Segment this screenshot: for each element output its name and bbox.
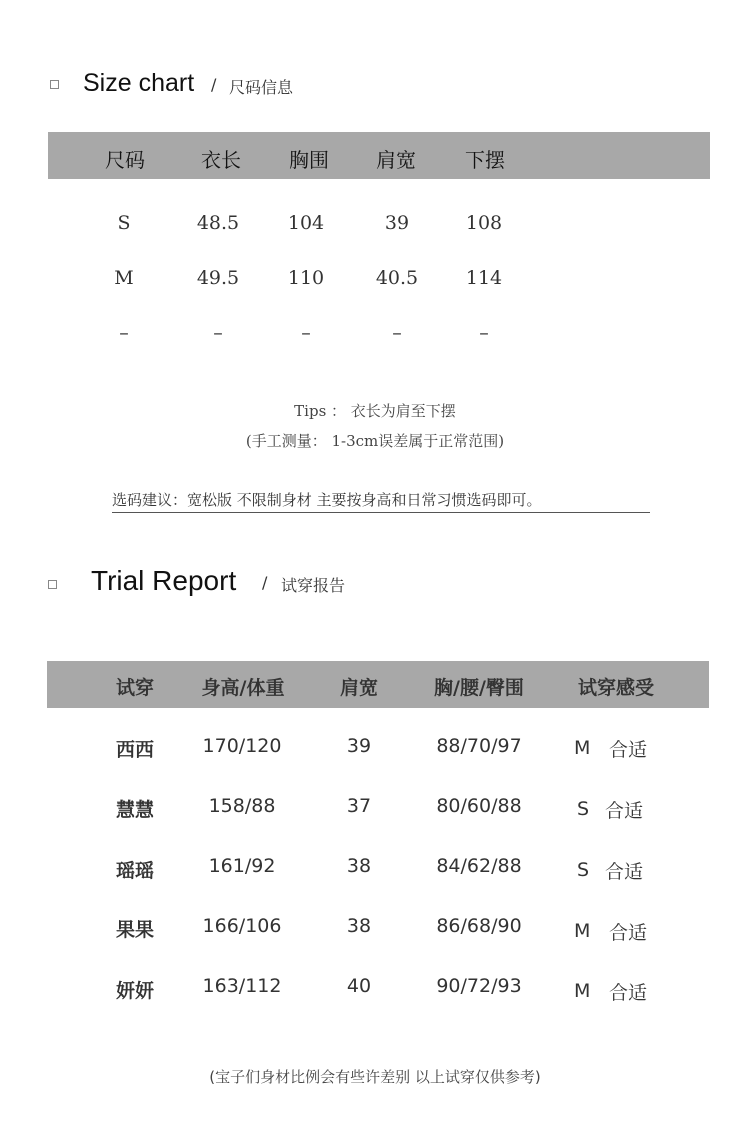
size-cell: 110 bbox=[287, 267, 325, 289]
trial-feel: 合适 bbox=[605, 861, 644, 883]
trial-name: 西西 bbox=[115, 739, 155, 761]
trial-size: S bbox=[577, 859, 590, 881]
trial-height-weight: 161/92 bbox=[208, 855, 276, 877]
size-cell: – bbox=[392, 322, 402, 344]
trial-bwh: 80/60/88 bbox=[436, 795, 522, 817]
size-chart-title: Size chart bbox=[83, 69, 195, 97]
size-cell: 40.5 bbox=[375, 267, 419, 289]
trial-shoulder: 38 bbox=[346, 855, 372, 877]
size-col-header: 尺码 bbox=[105, 148, 145, 172]
trial-height-weight: 163/112 bbox=[202, 975, 282, 997]
trial-shoulder: 40 bbox=[346, 975, 372, 997]
trial-height-weight: 170/120 bbox=[202, 735, 282, 757]
trial-shoulder: 39 bbox=[346, 735, 372, 757]
square-bullet-icon bbox=[48, 580, 57, 589]
size-chart-separator: / bbox=[211, 75, 217, 94]
trial-name: 果果 bbox=[115, 919, 155, 941]
trial-report-title: Trial Report bbox=[91, 565, 237, 596]
size-cell: – bbox=[301, 322, 311, 344]
trial-shoulder: 38 bbox=[346, 915, 372, 937]
trial-bwh: 90/72/93 bbox=[436, 975, 522, 997]
trial-name: 瑶瑶 bbox=[115, 860, 155, 882]
size-cell: 114 bbox=[465, 267, 503, 289]
trial-col-header: 试穿 bbox=[115, 677, 155, 699]
tips-line: Tips ： 衣长为肩至下摆 bbox=[294, 402, 456, 420]
trial-report-subtitle: 试穿报告 bbox=[281, 576, 346, 595]
trial-bwh: 84/62/88 bbox=[436, 855, 522, 877]
trial-height-weight: 166/106 bbox=[202, 915, 282, 937]
trial-size: M bbox=[574, 920, 591, 942]
size-col-header: 下摆 bbox=[465, 148, 505, 172]
size-advice: 选码建议：宽松版 不限制身材 主要按身高和日常习惯选码即可。 bbox=[112, 489, 650, 513]
trial-size: M bbox=[574, 980, 591, 1002]
size-cell: S bbox=[117, 212, 131, 234]
tips-note: (手工测量： 1-3cm误差属于正常范围) bbox=[245, 432, 505, 450]
trial-name: 慧慧 bbox=[115, 799, 155, 821]
trial-col-header: 胸/腰/臀围 bbox=[434, 677, 524, 699]
trial-shoulder: 37 bbox=[346, 795, 372, 817]
size-cell: M bbox=[114, 267, 134, 289]
trial-col-header: 肩宽 bbox=[339, 677, 379, 699]
size-chart-subtitle: 尺码信息 bbox=[229, 78, 294, 97]
size-cell: 39 bbox=[384, 212, 410, 234]
size-cell: – bbox=[119, 322, 129, 344]
trial-bwh: 88/70/97 bbox=[436, 735, 522, 757]
trial-name: 妍妍 bbox=[115, 980, 155, 1002]
size-col-header: 胸围 bbox=[289, 148, 329, 172]
trial-footnote: (宝子们身材比例会有些许差别 以上试穿仅供参考) bbox=[209, 1068, 541, 1086]
trial-col-header: 试穿感受 bbox=[577, 677, 655, 699]
trial-size: M bbox=[574, 737, 591, 759]
trial-size: S bbox=[577, 798, 590, 820]
trial-feel: 合适 bbox=[609, 739, 648, 761]
trial-feel: 合适 bbox=[609, 922, 648, 944]
size-col-header: 肩宽 bbox=[376, 148, 416, 172]
size-cell: – bbox=[213, 322, 223, 344]
trial-height-weight: 158/88 bbox=[208, 795, 276, 817]
size-cell: 49.5 bbox=[196, 267, 240, 289]
square-bullet-icon bbox=[50, 80, 59, 89]
trial-col-header: 身高/体重 bbox=[201, 677, 285, 699]
size-cell: – bbox=[479, 322, 489, 344]
size-cell: 104 bbox=[287, 212, 325, 234]
size-cell: 108 bbox=[465, 212, 503, 234]
trial-feel: 合适 bbox=[609, 982, 648, 1004]
trial-report-separator: / bbox=[262, 573, 268, 592]
trial-feel: 合适 bbox=[605, 800, 644, 822]
size-col-header: 衣长 bbox=[201, 148, 241, 172]
trial-bwh: 86/68/90 bbox=[436, 915, 522, 937]
size-cell: 48.5 bbox=[196, 212, 240, 234]
